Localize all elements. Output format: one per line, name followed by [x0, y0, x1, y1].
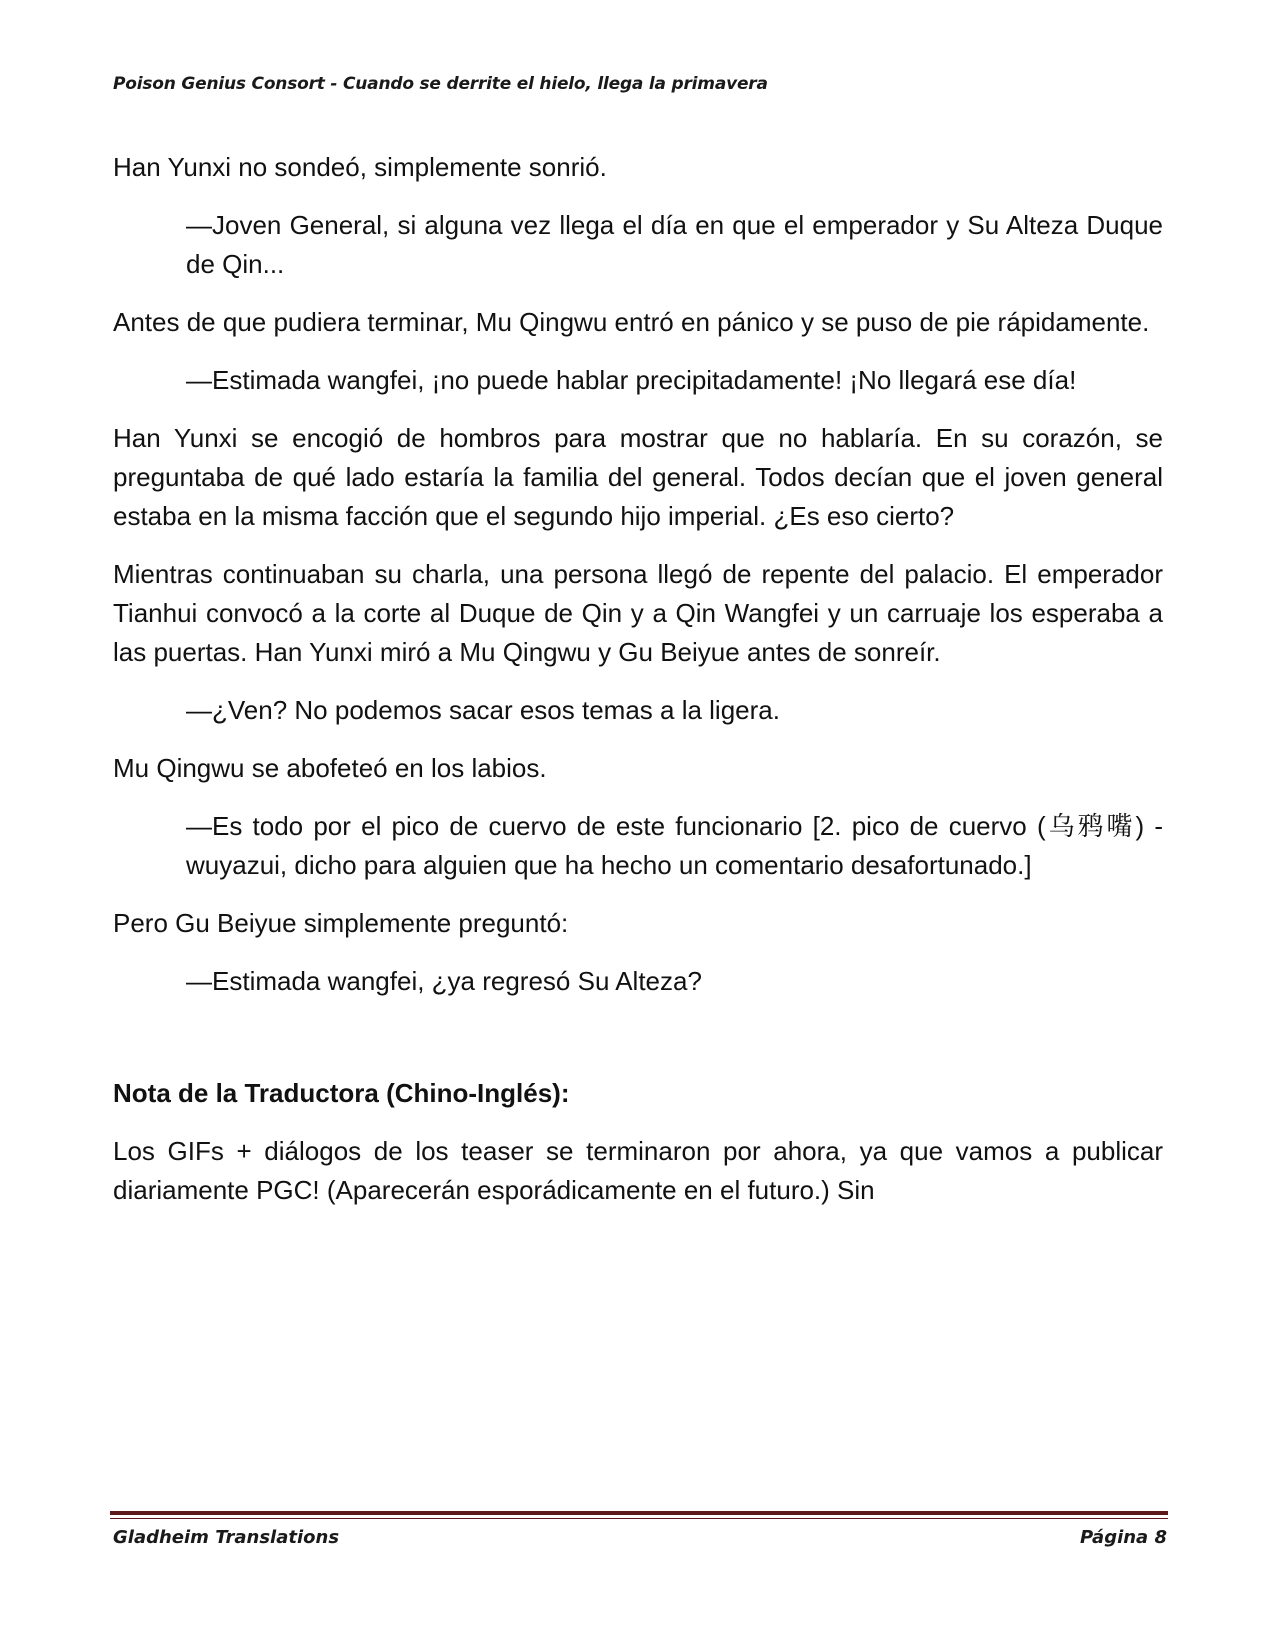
- narration-paragraph: Han Yunxi se encogió de hombros para mostrar que no hablaría. En su corazón, se preguntaba de qué lado estaría la familia del general. Todos decían que el joven general estaba en la misma facción que el segundo hijo imperial. ¿Es eso cierto?: [113, 423, 1163, 531]
- translator-note-heading: Nota de la Traductora (Chino-Inglés):: [113, 1078, 570, 1108]
- dialogue-paragraph: —Estimada wangfei, ¿ya regresó Su Alteza?: [186, 966, 702, 996]
- running-header: Poison Genius Consort - Cuando se derrite el hielo, llega la primavera: [113, 74, 768, 94]
- dialogue-paragraph: —Joven General, si alguna vez llega el día en que el emperador y Su Alteza Duque de Qin...: [186, 210, 1163, 279]
- dialogue-paragraph: —¿Ven? No podemos sacar esos temas a la ligera.: [186, 695, 780, 725]
- translator-note-text: Los GIFs + diálogos de los teaser se terminaron por ahora, ya que vamos a publicar diariamente PGC! (Aparecerán esporádicamente en el futuro.) Sin: [113, 1136, 1163, 1205]
- footer-publisher: Gladheim Translations: [113, 1527, 340, 1548]
- narration-paragraph: Mu Qingwu se abofeteó en los labios.: [113, 753, 547, 783]
- footer-divider: [110, 1511, 1168, 1519]
- narration-paragraph: Pero Gu Beiyue simplemente preguntó:: [113, 908, 569, 938]
- dialogue-paragraph: —Estimada wangfei, ¡no puede hablar precipitadamente! ¡No llegará ese día!: [186, 365, 1077, 395]
- narration-paragraph: Han Yunxi no sondeó, simplemente sonrió.: [113, 152, 607, 182]
- narration-paragraph: Mientras continuaban su charla, una persona llegó de repente del palacio. El emperador Tianhui convocó a la corte al Duque de Qin y a Qin Wangfei y un carruaje los esperaba a las puertas. Han Yunxi miró a Mu Qingwu y Gu Beiyue antes de sonreír.: [113, 559, 1163, 667]
- dialogue-paragraph-with-footnote: —Es todo por el pico de cuervo de este funcionario [2. pico de cuervo (乌鸦嘴) - wuyazui, dicho para alguien que ha hecho un comentario desafortunado.]: [186, 811, 1163, 880]
- narration-paragraph: Antes de que pudiera terminar, Mu Qingwu entró en pánico y se puso de pie rápidamente.: [113, 307, 1150, 337]
- page-body: [113, 148, 1163, 1229]
- page-number: Página 8: [1080, 1527, 1167, 1548]
